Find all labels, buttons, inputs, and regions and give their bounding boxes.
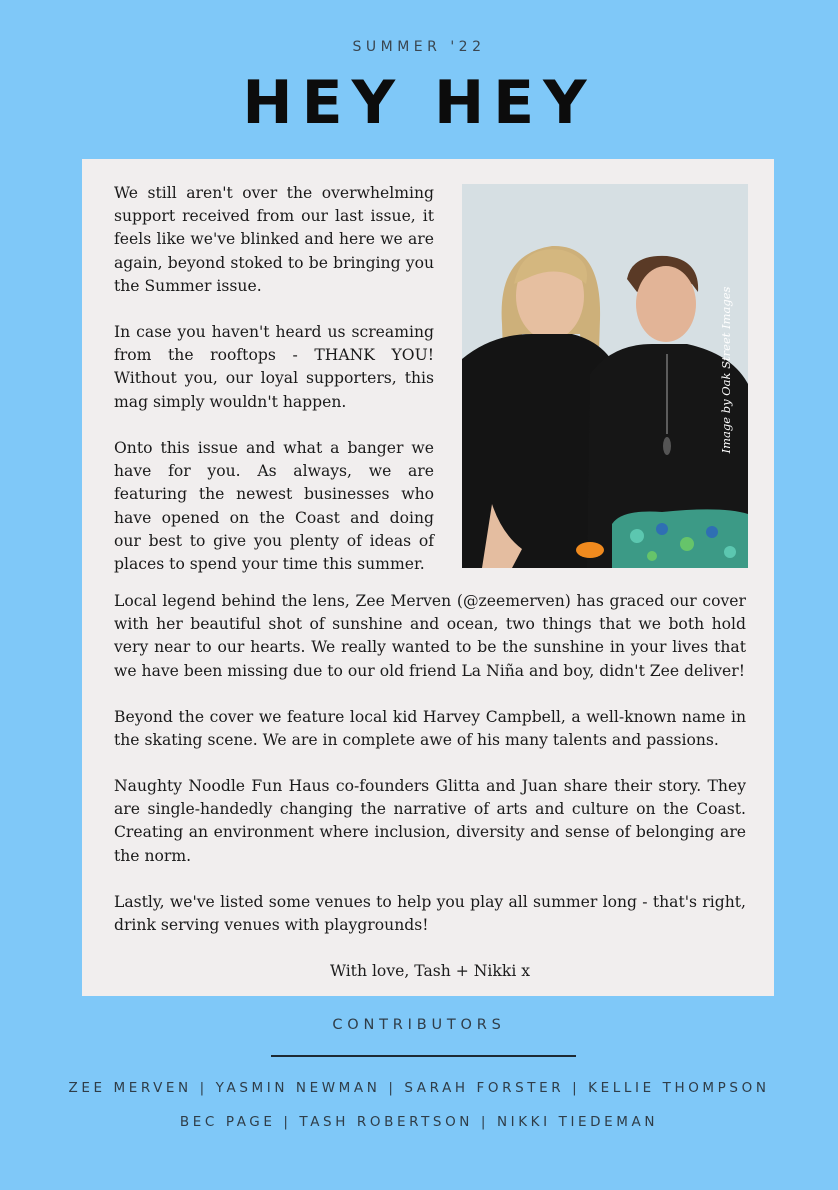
signoff: With love, Tash + Nikki x: [329, 962, 531, 980]
cover-paragraph: Local legend behind the lens, Zee Merven (@zeemerven) has graced our cover with her beautiful shot of sunshine and ocean, two things that we both hold very near to our hearts. We really wanted to be the sunshine in your lives that we have been missing due to our old friend La Niña and boy, didn't Zee deliver!: [114, 592, 746, 680]
intro-paragraph: We still aren't over the overwhelming support received from our last issue, it feels like we've blinked and here we are again, beyond stoked to be bringing you the Summer issue.: [114, 184, 434, 295]
venues-paragraph: Lastly, we've listed some venues to help you play all summer long - that's right, drink serving venues with playgrounds!: [114, 893, 746, 935]
editors-photo-illustration: [462, 184, 748, 568]
contributors-divider: [271, 1055, 576, 1057]
noodle-paragraph: Naughty Noodle Fun Haus co-founders Glitta and Juan share their story. They are single-handedly changing the narrative of arts and culture on the Coast. Creating an environment where inclusion, diversity and sense of belonging are the norm.: [114, 777, 746, 865]
photo-credit: Image by Oak Street Images: [719, 286, 733, 454]
harvey-paragraph: Beyond the cover we feature local kid Harvey Campbell, a well-known name in the skating scene. We are in complete awe of his many talents and passions.: [114, 708, 746, 750]
thank-you-paragraph: In case you haven't heard us screaming from the rooftops - THANK YOU! Without you, our loyal supporters, this mag simply wouldn't happen.: [114, 323, 434, 411]
editors-photo: [462, 184, 748, 568]
page-title: HEY HEY: [242, 68, 596, 138]
issue-paragraph: Onto this issue and what a banger we have for you. As always, we are featuring the newest businesses who have opened on the Coast and doing our best to give you plenty of ideas of places to spend your time this summer.: [114, 439, 434, 574]
letter-card: [82, 159, 774, 996]
contributors-line-1: ZEE MERVEN | YASMIN NEWMAN | SARAH FORSTER | KELLIE THOMPSON: [68, 1080, 770, 1096]
contributors-line-2: BEC PAGE | TASH ROBERTSON | NIKKI TIEDEMAN: [179, 1114, 659, 1130]
contributors-title: CONTRIBUTORS: [332, 1017, 506, 1033]
season-label: SUMMER '22: [352, 39, 486, 55]
